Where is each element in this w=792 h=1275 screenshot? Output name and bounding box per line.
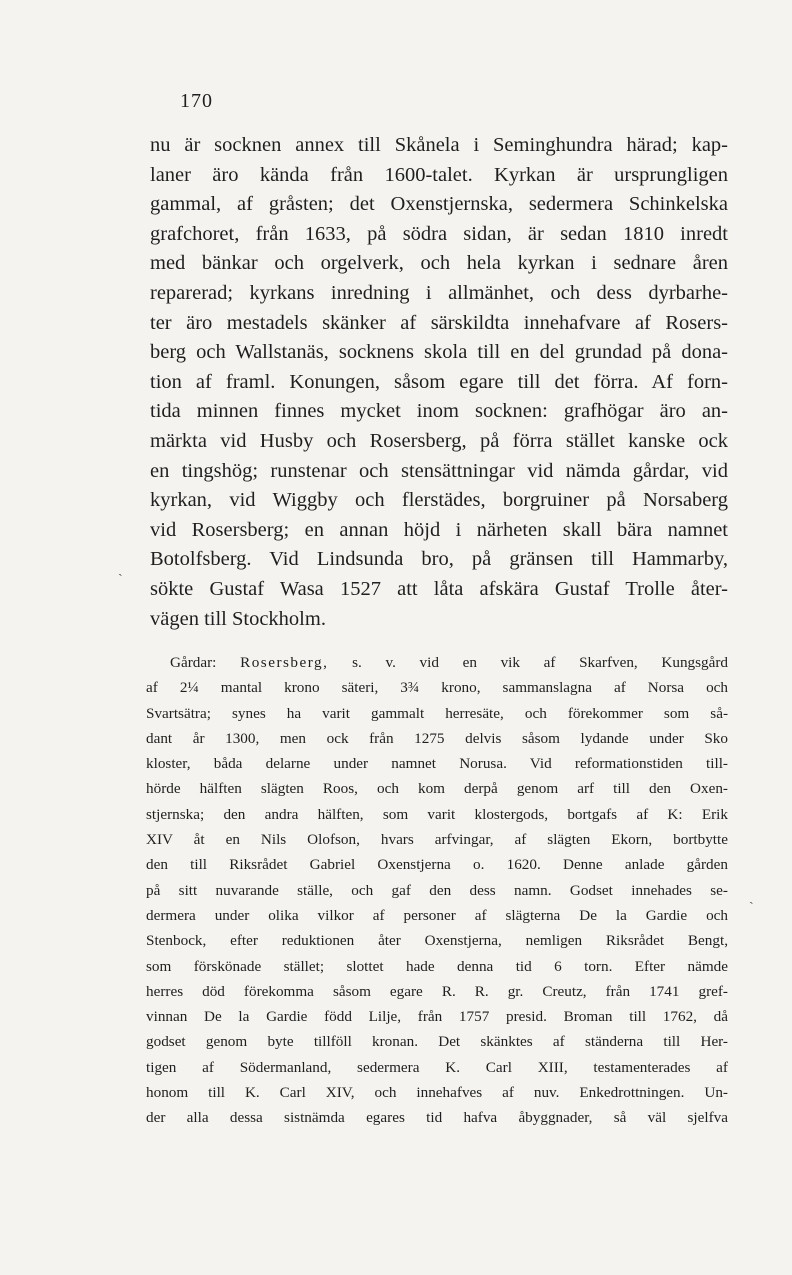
notes-line: tigen af Södermanland, sedermera K. Carl XIII, testamenterades af xyxy=(146,1058,728,1076)
text-line: märkta vid Husby och Rosersberg, på förra stället kanske ock xyxy=(150,429,728,452)
margin-mark: ˏ xyxy=(749,890,754,905)
notes-first-line-rest: s. v. vid en vik af Skarfven, Kungsgård xyxy=(352,654,729,671)
notes-line: af 2¼ mantal krono säteri, 3¾ krono, sammanslagna af Norsa och xyxy=(146,679,728,697)
text-line: sökte Gustaf Wasa 1527 att låta afskära Gustaf Trolle åter- xyxy=(150,577,728,600)
main-text xyxy=(150,131,728,634)
notes-line: godset genom byte tillföll kronan. Det skänktes af ständerna till Her- xyxy=(146,1033,728,1051)
text-line: gammal, af gråsten; det Oxenstjernska, sedermera Schinkelska xyxy=(150,193,728,216)
margin-mark: ˎ xyxy=(118,562,123,577)
text-line: ter äro mestadels skänker af särskildta innehafvare af Rosers- xyxy=(150,311,728,334)
notes-label: Gårdar: xyxy=(170,654,217,671)
notes-line: kloster, båda delarne under namnet Norusa. Vid reformationstiden till- xyxy=(146,755,728,773)
text-line: kyrkan, vid Wiggby och flerstädes, borgruiner på Norsaberg xyxy=(150,489,728,512)
page-number: 170 xyxy=(180,90,213,112)
notes-section xyxy=(146,650,728,1131)
notes-line: som förskönade stället; slottet hade denna tid 6 torn. Efter nämde xyxy=(146,957,728,975)
text-line: tida minnen finnes mycket inom socknen: grafhögar äro an- xyxy=(150,400,728,423)
notes-line: XIV åt en Nils Olofson, hvars arfvingar, af slägten Ekorn, bortbytte xyxy=(146,831,728,849)
notes-line: dant år 1300, men ock från 1275 delvis såsom lydande under Sko xyxy=(146,729,728,747)
notes-lines xyxy=(146,675,728,1130)
notes-first-line xyxy=(146,650,728,675)
notes-line: der alla dessa sistnämda egares tid hafva åbyggnader, så väl sjelfva xyxy=(146,1109,728,1127)
notes-line: den till Riksrådet Gabriel Oxenstjerna o. 1620. Denne anlade gården xyxy=(146,856,728,874)
notes-line: herres död förekomma såsom egare R. R. gr. Creutz, från 1741 gref- xyxy=(146,982,728,1000)
text-line: vägen till Stockholm. xyxy=(150,607,326,630)
text-line: med bänkar och orgelverk, och hela kyrkan i sednare åren xyxy=(150,252,728,275)
notes-line: Stenbock, efter reduktionen åter Oxenstjerna, nemligen Riksrådet Bengt, xyxy=(146,932,728,950)
text-line: nu är socknen annex till Skånela i Seminghundra härad; kap- xyxy=(150,134,728,156)
notes-line: dermera under olika vilkor af personer af slägterna De la Gardie och xyxy=(146,906,728,924)
text-line: en tingshög; runstenar och stensättningar vid nämda gårdar, vid xyxy=(150,459,728,482)
text-line: tion af framl. Konungen, såsom egare till det förra. Af forn- xyxy=(150,370,728,393)
text-line: vid Rosersberg; en annan höjd i närheten skall bära namnet xyxy=(150,518,728,541)
notes-line: vinnan De la Gardie född Lilje, från 1757 presid. Broman till 1762, då xyxy=(146,1008,728,1026)
notes-line: stjernska; den andra hälften, som varit klostergods, bortgafs af K: Erik xyxy=(146,805,728,823)
text-line: grafchoret, från 1633, på södra sidan, är sedan 1810 inredt xyxy=(150,222,728,245)
notes-line: Svartsätra; synes ha varit gammalt herresäte, och förekommer som så- xyxy=(146,704,728,722)
notes-line: hörde hälften slägten Roos, och kom derpå genom arf till den Oxen- xyxy=(146,780,728,798)
text-line: berg och Wallstanäs, socknens skola till en del grundad på dona- xyxy=(150,341,728,364)
estate-name: Rosersberg, xyxy=(240,654,329,671)
text-line: reparerad; kyrkans inredning i allmänhet, och dess dyrbarhe- xyxy=(150,281,728,304)
text-line: laner äro kända från 1600-talet. Kyrkan är ursprungligen xyxy=(150,163,728,186)
notes-line: honom till K. Carl XIV, och innehafves af nuv. Enkedrottningen. Un- xyxy=(146,1084,728,1102)
text-line: Botolfsberg. Vid Lindsunda bro, på gränsen till Hammarby, xyxy=(150,548,728,571)
notes-line: på sitt nuvarande ställe, och gaf den dess namn. Godset innehades se- xyxy=(146,881,728,899)
